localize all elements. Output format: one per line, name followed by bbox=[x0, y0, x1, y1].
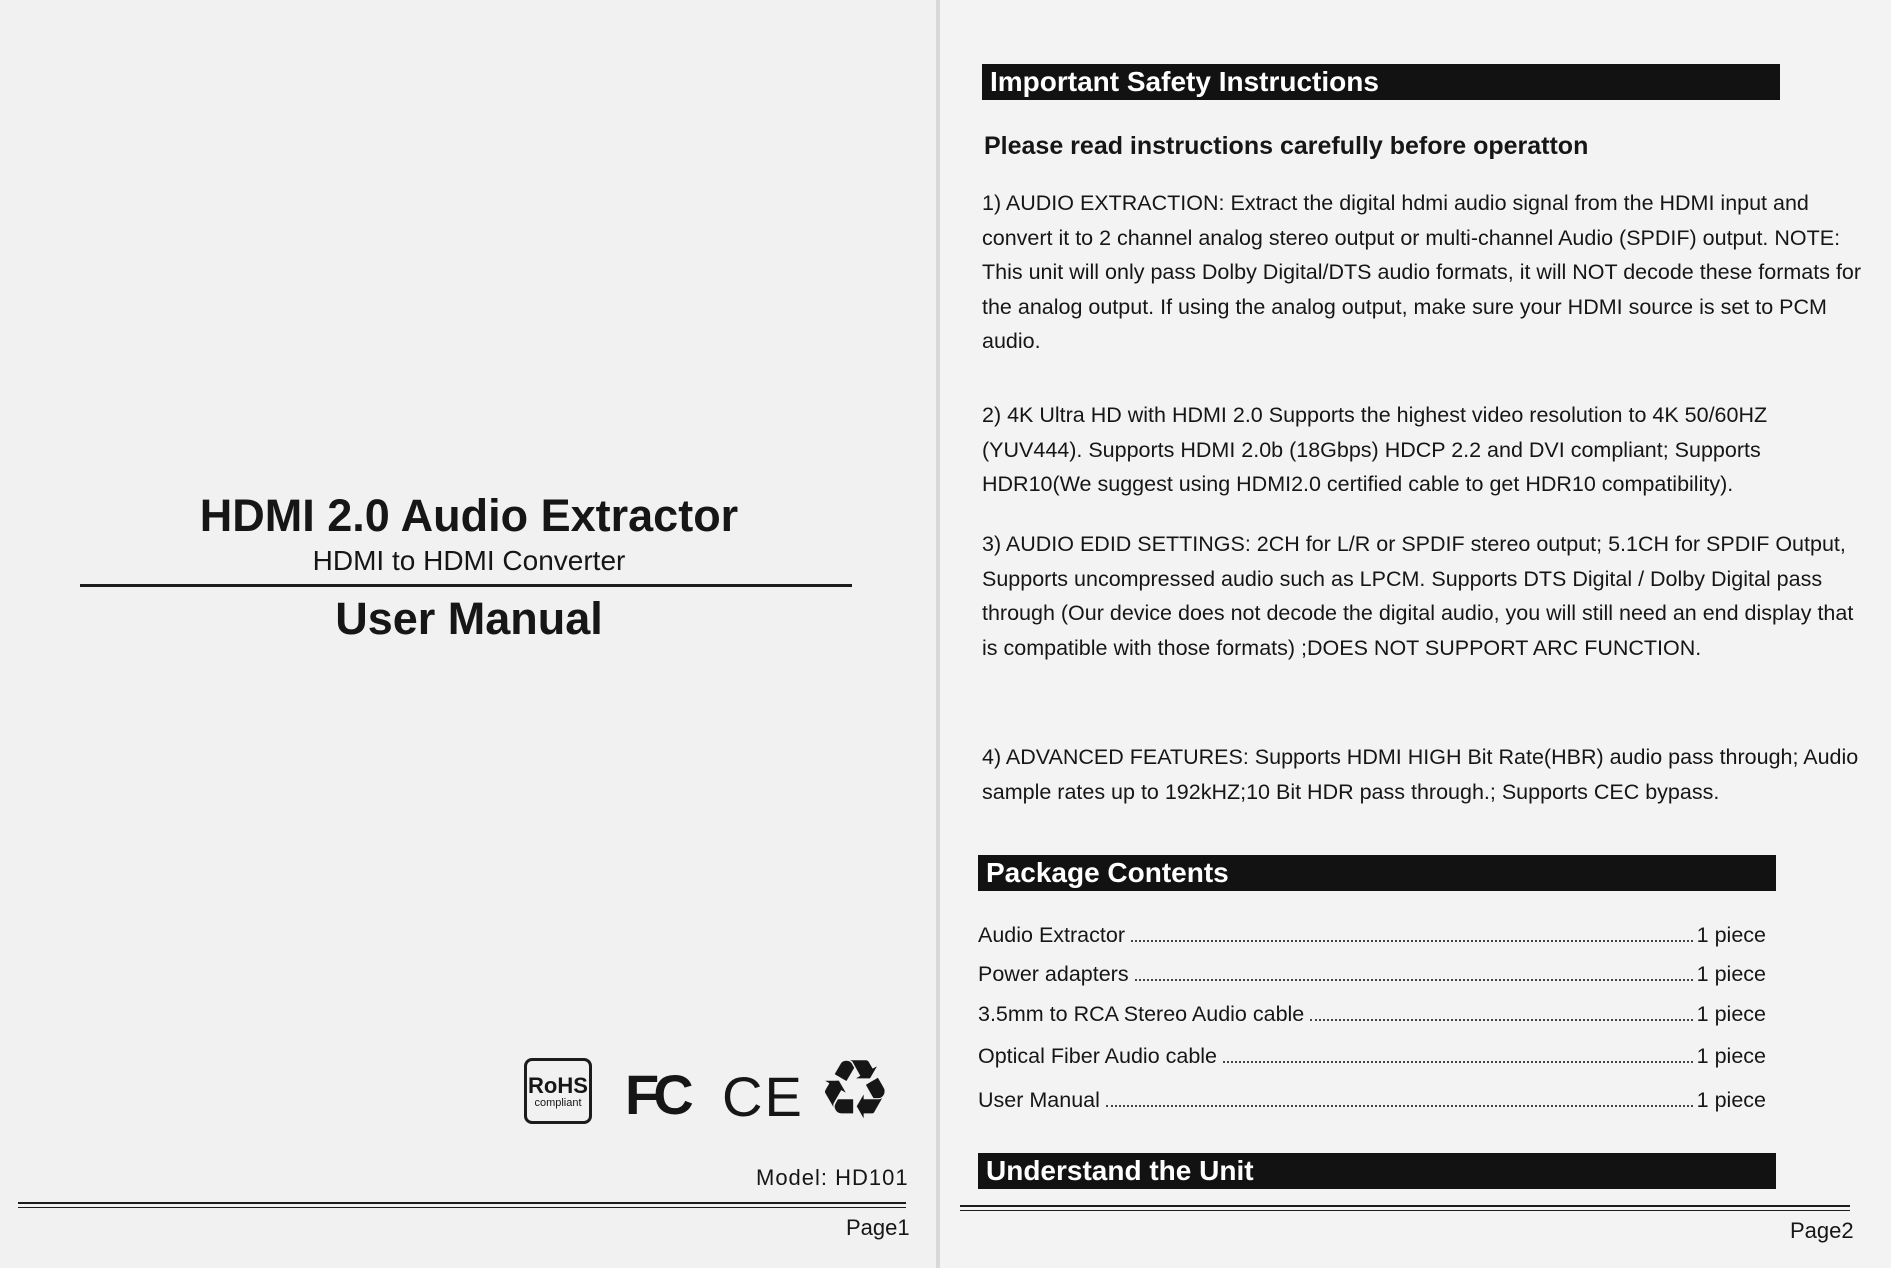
safety-header: Important Safety Instructions bbox=[982, 64, 1780, 100]
paragraph-advanced-features: 4) ADVANCED FEATURES: Supports HDMI HIGH Bit Rate(HBR) audio pass through; Audio sample rates up to 192kHZ;10 Bit HDR pass through.; Supports CEC bypass. bbox=[982, 745, 1859, 804]
item-qty: 1 piece bbox=[1696, 1044, 1766, 1068]
ce-icon: CE bbox=[722, 1065, 804, 1128]
item-qty: 1 piece bbox=[1696, 1088, 1766, 1112]
list-item bbox=[978, 923, 1766, 948]
footer-rule bbox=[18, 1202, 906, 1204]
recycle-icon: ♻ bbox=[818, 1045, 892, 1136]
list-item bbox=[978, 962, 1766, 987]
item-qty: 1 piece bbox=[1696, 923, 1766, 947]
footer-rule-thin bbox=[960, 1210, 1850, 1211]
footer-rule-thin bbox=[18, 1207, 906, 1208]
instructions-page bbox=[940, 0, 1891, 1268]
item-name: 3.5mm to RCA Stereo Audio cable bbox=[978, 1002, 1305, 1026]
product-subtitle: HDMI to HDMI Converter bbox=[312, 545, 626, 576]
cover-page bbox=[0, 0, 938, 1268]
item-name: Audio Extractor bbox=[978, 923, 1125, 947]
item-name: Optical Fiber Audio cable bbox=[978, 1044, 1218, 1068]
paragraph-audio-extraction: 1) AUDIO EXTRACTION: Extract the digital hdmi audio signal from the HDMI input and convert it to 2 channel analog stereo output or multi-channel Audio (SPDIF) output. NOTE: This unit will only pass Dolby Digital/DTS audio formats, it will NOT decode these formats for the analog output. If using the analog output, make sure your HDMI source is set to PCM audio. bbox=[982, 191, 1862, 353]
page-number: Page2 bbox=[1790, 1218, 1854, 1243]
item-name: Power adapters bbox=[978, 962, 1129, 986]
footer-rule bbox=[960, 1205, 1850, 1207]
model-number: Model: HD101 bbox=[756, 1165, 909, 1190]
fcc-icon: FC bbox=[625, 1063, 688, 1126]
rohs-icon: RoHS compliant bbox=[524, 1058, 592, 1124]
list-item bbox=[978, 1002, 1766, 1027]
product-title: HDMI 2.0 Audio Extractor bbox=[199, 490, 739, 541]
divider bbox=[80, 584, 852, 587]
item-name: User Manual bbox=[978, 1088, 1100, 1112]
unit-header: Understand the Unit bbox=[978, 1153, 1776, 1189]
item-qty: 1 piece bbox=[1696, 962, 1766, 986]
list-item bbox=[978, 1044, 1766, 1069]
paragraph-audio-edid: 3) AUDIO EDID SETTINGS: 2CH for L/R or SPDIF stereo output; 5.1CH for SPDIF Output, Supports uncompressed audio such as LPCM. Supports DTS Digital / Dolby Digital pass through (Our device does not decode the digital audio, you will still need an end display that is compatible with those formats) ;DOES NOT SUPPORT ARC FUNCTION. bbox=[982, 532, 1854, 660]
page-number: Page1 bbox=[846, 1215, 910, 1240]
package-header: Package Contents bbox=[978, 855, 1776, 891]
item-qty: 1 piece bbox=[1696, 1002, 1766, 1026]
paragraph-4k-ultra-hd: 2) 4K Ultra HD with HDMI 2.0 Supports the highest video resolution to 4K 50/60HZ (YUV444). Supports HDMI 2.0b (18Gbps) HDCP 2.2 and DVI compliant; Supports HDR10(We suggest using HDMI2.0 certified cable to get HDR10 compatibility). bbox=[982, 403, 1768, 496]
lead-text: Please read instructions carefully before operatton bbox=[984, 132, 1589, 160]
list-item bbox=[978, 1088, 1766, 1113]
manual-title: User Manual bbox=[335, 593, 603, 644]
